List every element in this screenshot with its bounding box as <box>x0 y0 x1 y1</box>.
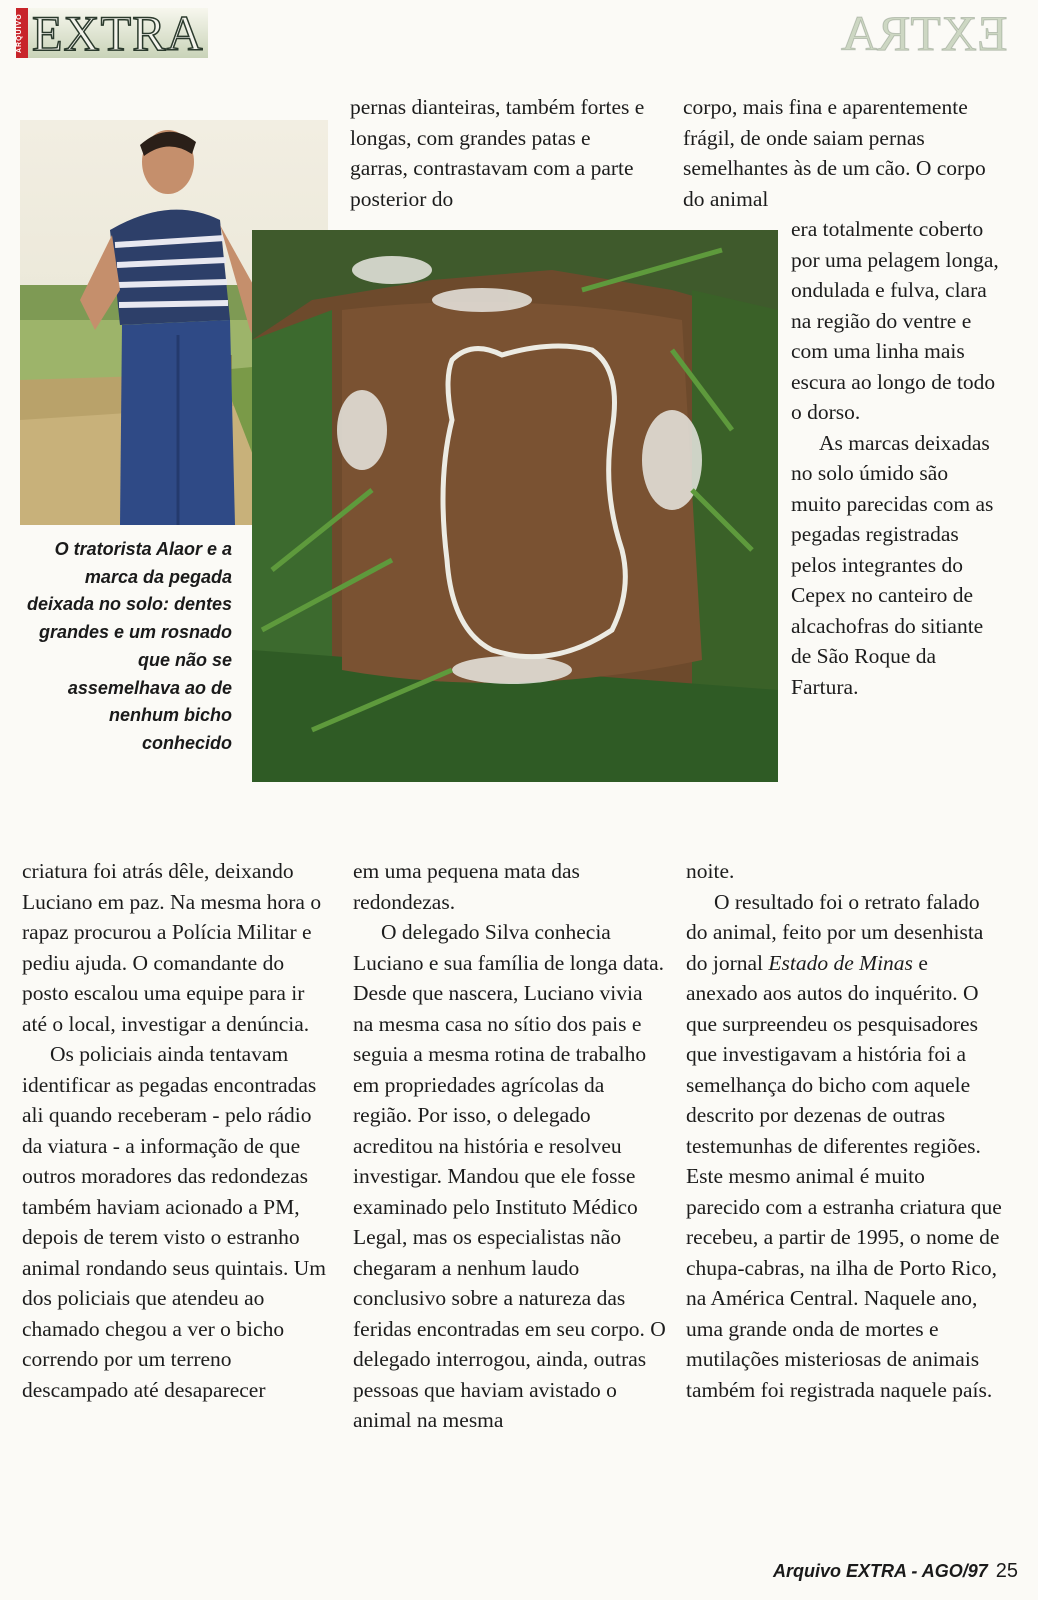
magazine-logo <box>16 5 208 61</box>
paragraph <box>686 887 1002 1406</box>
paragraph: noite. <box>686 859 735 883</box>
logo-word: EXTRA <box>28 8 208 58</box>
paragraph: corpo, mais fina e aparentemente frágil, de onde saiam pernas semelhantes às de um cão. O corpo do animal <box>683 95 986 211</box>
footer-label: Arquivo EXTRA - AGO/97 <box>773 1561 988 1581</box>
photo-caption: O tratorista Alaor e a marca da pegada deixada no solo: dentes grandes e um rosnado que não se assemelhava ao de nenhum bicho conhecido <box>26 539 232 753</box>
text-run: e anexado aos autos do inquérito. O que surpreendeu os pesquisadores que investigavam a história foi a semelhança do bicho com aquele descrito por dezenas de outras testemunhas de diferentes regiões. Este mesmo animal é muito parecido com a estranha criatura que recebeu, a partir de 1995, o nome de chupa-cabras, na ilha de Porto Rico, na América Central. Naquele ano, uma grande onda de mortes e mutilações misteriosas de animais também foi registrada naquele país. <box>686 950 1002 1402</box>
newspaper-name: Estado de Minas <box>768 950 913 975</box>
article-column-bottom-middle <box>353 856 668 1436</box>
photo-footprint-in-soil <box>252 230 778 782</box>
article-column-top-right-narrow <box>791 214 1003 702</box>
paragraph: em uma pequena mata das redondezas. <box>353 859 580 914</box>
paragraph: criatura foi atrás dêle, deixando Luciano em paz. Na mesma hora o rapaz procurou a Polícia Militar e pediu ajuda. O comandante do posto escalou uma equipe para ir até o local, investigar a denúncia. <box>22 859 322 1036</box>
article-column-top-middle <box>350 92 650 214</box>
paragraph: era totalmente coberto por uma pelagem longa, ondulada e fulva, clara na região do ventre e com uma linha mais escura ao longo de todo o dorso. <box>791 217 999 424</box>
text-run: O resultado foi o retrato falado do animal, feito por um desenhista do jornal <box>686 889 984 975</box>
paragraph: As marcas deixadas no solo úmido são muito parecidas com as pegadas registradas pelos integrantes do Cepex no canteiro de alcachofras do sitiante de São Roque da Fartura. <box>791 430 994 699</box>
logo-bleed-through: EXTRA <box>841 5 1008 61</box>
paragraph: O delegado Silva conhecia Luciano e sua família de longa data. Desde que nascera, Luciano vivia na mesma casa no sítio dos pais e seguia a mesma rotina de trabalho em propriedades agrícolas da região. Por isso, o delegado acreditou na história e resolveu investigar. Mandou que ele fosse examinado pelo Instituto Médico Legal, mas os especialistas não chegaram a nenhum laudo conclusivo sobre a natureza das feridas encontradas em seu corpo. O delegado interrogou, ainda, outras pessoas que haviam avistado o animal na mesma <box>353 920 666 1432</box>
paragraph: Os policiais ainda tentavam identificar as pegadas encontradas ali quando receberam - pelo rádio da viatura - a informação de que outros moradores das redondezas também haviam acionado a PM, depois de terem visto o estranho animal rondando seus quintais. Um dos policiais que atendeu ao chamado chegou a ver o bicho correndo por um terreno descampado até desaparecer <box>22 1042 326 1402</box>
logo-tag: ARQUIVO <box>16 8 28 58</box>
page-number: 25 <box>995 1560 1018 1582</box>
paragraph: pernas dianteiras, também fortes e longas, com grandes patas e garras, contrastavam com a parte posterior do <box>350 95 645 211</box>
page-footer <box>773 1560 1018 1583</box>
article-column-top-right-wide <box>683 92 998 214</box>
article-column-bottom-right <box>686 856 1002 1405</box>
article-column-bottom-left <box>22 856 332 1405</box>
